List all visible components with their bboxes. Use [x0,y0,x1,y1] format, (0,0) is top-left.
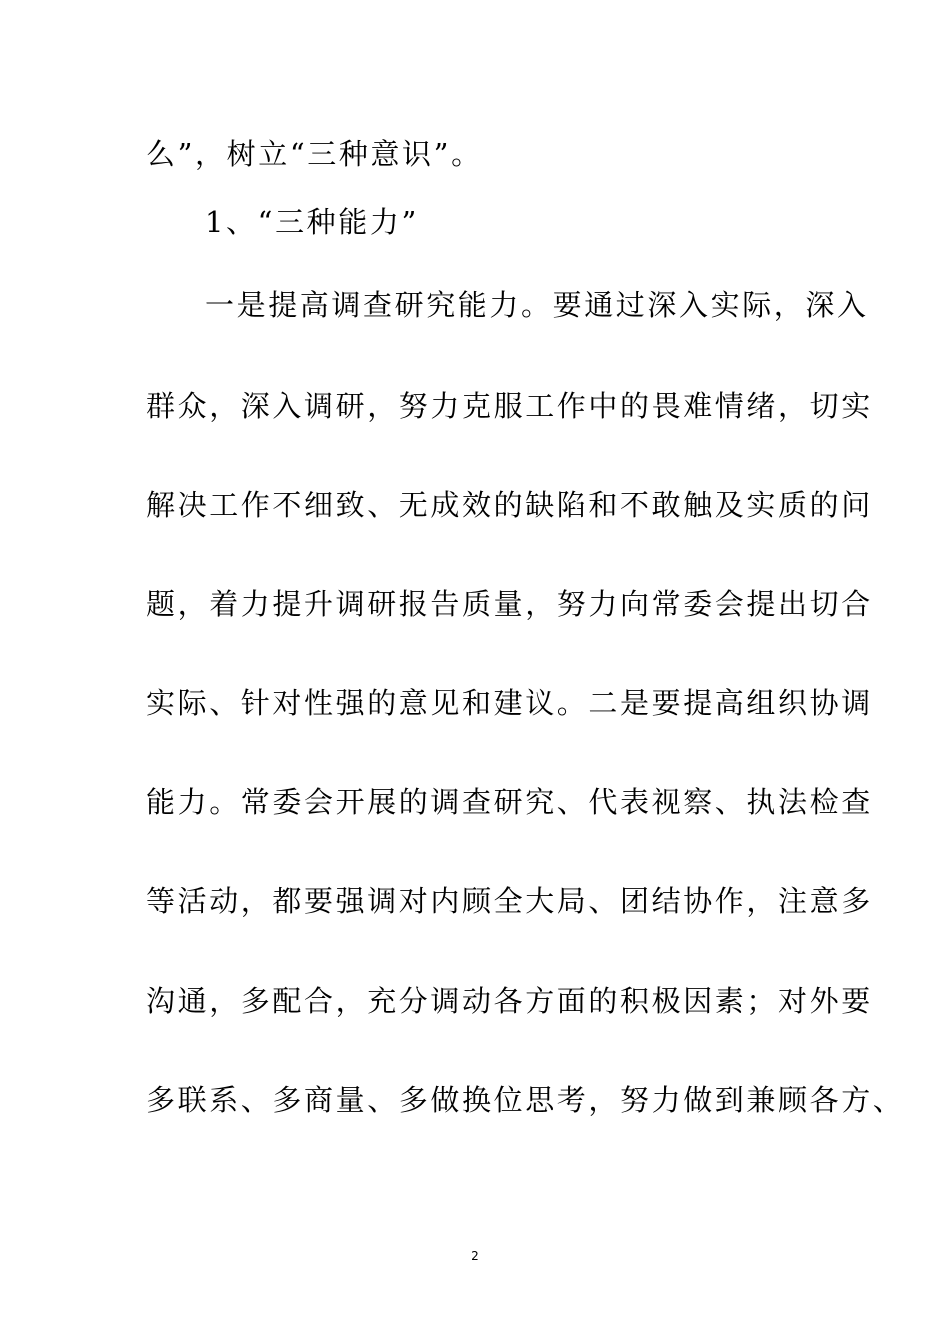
text-line: 沟通，多配合，充分调动各方面的积极因素；对外要 [146,984,873,1018]
text-line: 能力。常委会开展的调查研究、代表视察、执法检查 [146,785,873,819]
page-number: 2 [471,1249,479,1263]
text-line: 么”，树立“三种意识”。 [146,137,483,171]
text-line: 群众，深入调研，努力克服工作中的畏难情绪，切实 [146,389,873,423]
text-line: 解决工作不细致、无成效的缺陷和不敢触及实质的问 [146,488,873,522]
text-line: 一是提高调查研究能力。要通过深入实际，深入 [205,288,869,322]
text-line: 题，着力提升调研报告质量，努力向常委会提出切合 [146,587,873,621]
section-heading: 1、“三种能力” [205,205,419,239]
text-line: 多联系、多商量、多做换位思考，努力做到兼顾各方、 [146,1083,905,1117]
text-line: 等活动，都要强调对内顾全大局、团结协作，注意多 [146,884,873,918]
text-line: 实际、针对性强的意见和建议。二是要提高组织协调 [146,686,873,720]
